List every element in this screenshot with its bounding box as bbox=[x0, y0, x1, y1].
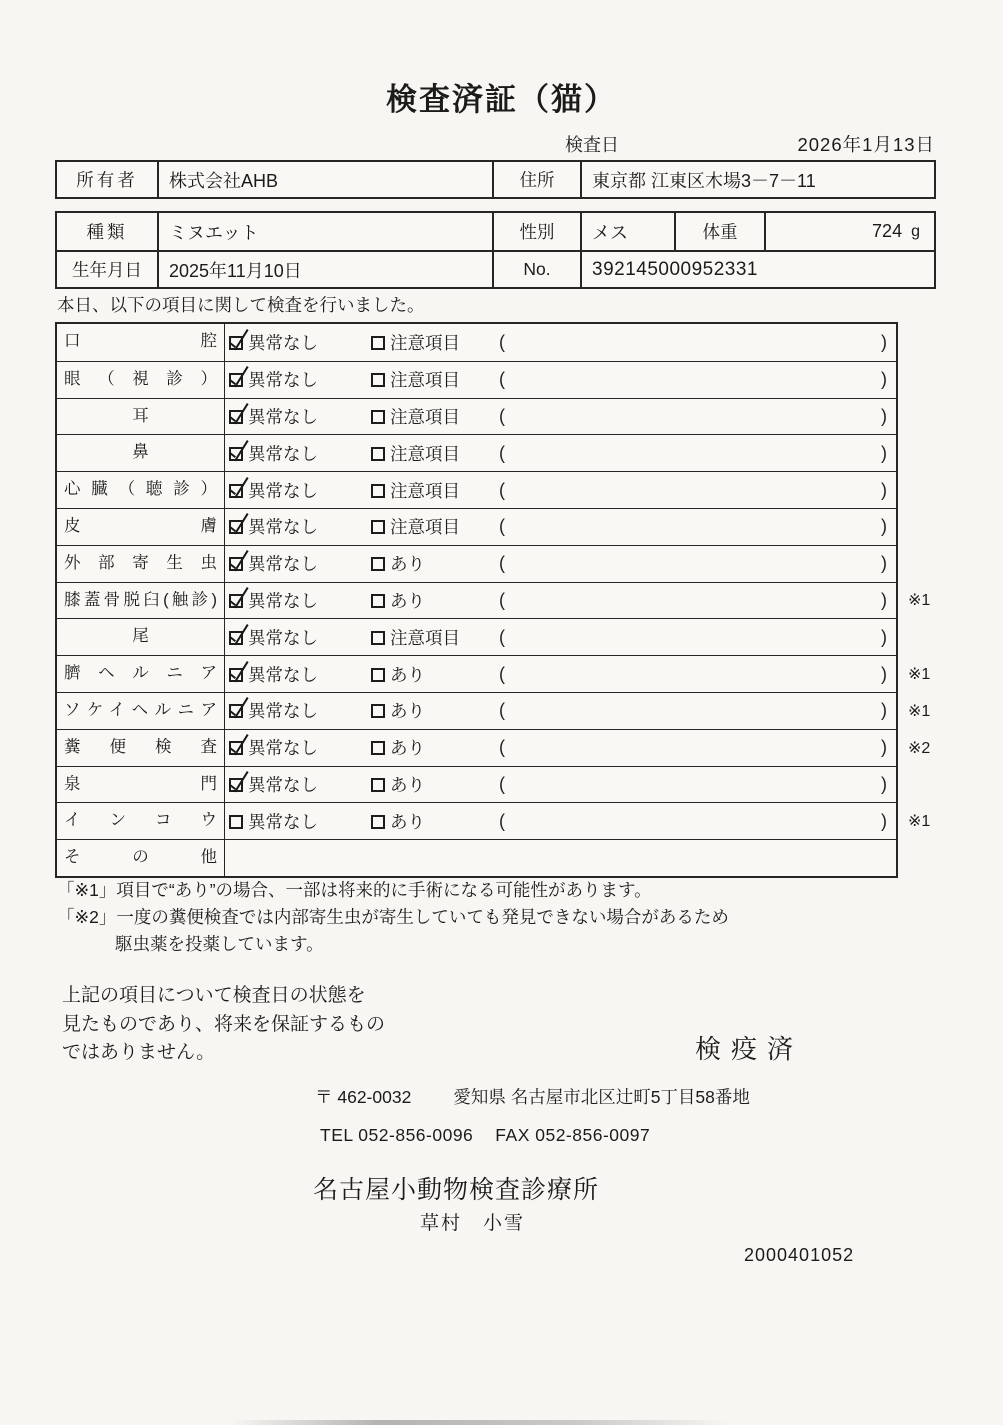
checklist-row bbox=[57, 618, 896, 655]
checklist-row-content bbox=[225, 362, 896, 398]
checklist-item-label: 泉門 bbox=[57, 767, 225, 803]
option-no-abnormality-label: 異常なし bbox=[248, 554, 318, 575]
address-label: 住所 bbox=[492, 162, 580, 197]
option-secondary-label: あり bbox=[390, 811, 425, 832]
option-no-abnormality-label: 異常なし bbox=[248, 370, 318, 391]
option-no-abnormality bbox=[229, 514, 371, 539]
checklist-item-label: インコウ bbox=[57, 803, 225, 839]
option-secondary bbox=[371, 735, 499, 760]
option-secondary-label: あり bbox=[390, 664, 425, 685]
footnote-1: 「※1」項目で“あり”の場合、一部は将来的に手術になる可能性があります。 bbox=[57, 880, 652, 900]
option-no-abnormality bbox=[229, 367, 371, 392]
intro-text: 本日、以下の項目に関して検査を行いました。 bbox=[57, 295, 425, 315]
checklist-row bbox=[57, 692, 931, 729]
checklist-row-content bbox=[225, 693, 896, 729]
paren-close: ) bbox=[881, 369, 887, 390]
checkbox-no-abnormality bbox=[229, 484, 243, 498]
checklist-row-content bbox=[225, 435, 896, 471]
paren-close: ) bbox=[881, 553, 887, 574]
option-secondary-label: あり bbox=[390, 554, 425, 575]
paren-close: ) bbox=[881, 626, 887, 647]
checklist-row-content bbox=[225, 472, 896, 508]
checklist-row bbox=[57, 655, 931, 692]
paren-close: ) bbox=[881, 516, 887, 537]
animal-table bbox=[55, 211, 936, 289]
checklist-row bbox=[57, 839, 896, 876]
option-no-abnormality-label: 異常なし bbox=[248, 811, 318, 832]
checklist-item-label: 眼（視診） bbox=[57, 362, 225, 398]
weight-unit: g bbox=[911, 222, 920, 240]
checkbox-secondary bbox=[371, 484, 385, 498]
option-secondary bbox=[371, 514, 499, 539]
paren-open: ( bbox=[499, 442, 505, 463]
checkbox-no-abnormality bbox=[229, 336, 243, 350]
owner-row bbox=[57, 162, 934, 197]
checkbox-secondary bbox=[371, 815, 385, 829]
option-no-abnormality bbox=[229, 404, 371, 429]
registration-no-label: No. bbox=[492, 252, 580, 287]
checklist-item-label: 外部寄生虫 bbox=[57, 546, 225, 582]
clinic-address: 愛知県 名古屋市北区辻町5丁目58番地 bbox=[453, 1087, 750, 1107]
document-serial: 2000401052 bbox=[744, 1245, 855, 1265]
paren-open: ( bbox=[499, 516, 505, 537]
option-secondary bbox=[371, 551, 499, 576]
checkbox-secondary bbox=[371, 741, 385, 755]
option-no-abnormality bbox=[229, 662, 371, 687]
remarks-parens bbox=[499, 480, 896, 501]
checklist-row bbox=[57, 729, 931, 766]
option-secondary bbox=[371, 330, 499, 355]
quarantine-stamp: 検疫済 bbox=[695, 1034, 804, 1064]
remarks-parens bbox=[499, 664, 896, 685]
clinic-address-row bbox=[315, 1084, 750, 1109]
option-no-abnormality bbox=[229, 551, 371, 576]
weight-value: 724 g bbox=[764, 213, 934, 250]
paren-close: ) bbox=[881, 773, 887, 794]
paren-close: ) bbox=[881, 589, 887, 610]
checkbox-no-abnormality bbox=[229, 668, 243, 682]
paren-open: ( bbox=[499, 479, 505, 500]
checkbox-no-abnormality bbox=[229, 631, 243, 645]
checklist-row-content bbox=[225, 840, 896, 876]
paren-close: ) bbox=[881, 331, 887, 352]
option-no-abnormality-label: 異常なし bbox=[248, 406, 318, 427]
checklist-item-label: 心臓（聴診） bbox=[57, 472, 225, 508]
checklist-row bbox=[57, 324, 896, 361]
remarks-parens bbox=[499, 443, 896, 464]
checkbox-no-abnormality bbox=[229, 594, 243, 608]
checkbox-secondary bbox=[371, 410, 385, 424]
paren-open: ( bbox=[499, 663, 505, 684]
option-no-abnormality bbox=[229, 625, 371, 650]
option-no-abnormality-label: 異常なし bbox=[248, 443, 318, 464]
checklist-row-content bbox=[225, 324, 896, 361]
paren-close: ) bbox=[881, 405, 887, 426]
checklist-row-content bbox=[225, 399, 896, 435]
checklist-item-label: 耳 bbox=[57, 399, 225, 435]
option-secondary-label: あり bbox=[390, 590, 425, 611]
remarks-parens bbox=[499, 811, 896, 832]
checklist-row bbox=[57, 398, 896, 435]
checklist-table bbox=[55, 322, 931, 878]
checkbox-no-abnormality bbox=[229, 373, 243, 387]
remarks-parens bbox=[499, 627, 896, 648]
checklist-row bbox=[57, 508, 896, 545]
paren-open: ( bbox=[499, 773, 505, 794]
checklist-row-content bbox=[225, 509, 896, 545]
paren-close: ) bbox=[881, 663, 887, 684]
disclaimer-text: 上記の項目について検査日の状態を 見たものであり、将来を保証するもの ではありません。 bbox=[62, 985, 386, 1063]
inspection-date-value: 2026年1月13日 bbox=[797, 134, 935, 155]
checkbox-no-abnormality bbox=[229, 815, 243, 829]
option-no-abnormality bbox=[229, 809, 371, 834]
checklist-row-content bbox=[225, 656, 896, 692]
birthdate-value: 2025年11月10日 bbox=[157, 252, 492, 287]
inspection-date-row bbox=[565, 131, 935, 157]
breed-value: ミヌエット bbox=[157, 213, 492, 250]
option-secondary bbox=[371, 698, 499, 723]
checklist-row bbox=[57, 434, 896, 471]
checkbox-no-abnormality bbox=[229, 778, 243, 792]
checklist-row bbox=[57, 582, 931, 619]
footnote-mark: ※1 bbox=[908, 666, 931, 684]
option-no-abnormality-label: 異常なし bbox=[248, 480, 318, 501]
checkbox-no-abnormality bbox=[229, 741, 243, 755]
owner-label: 所有者 bbox=[76, 170, 138, 190]
checkbox-no-abnormality bbox=[229, 520, 243, 534]
checkbox-secondary bbox=[371, 668, 385, 682]
option-secondary-label: 注意項目 bbox=[390, 627, 460, 648]
paren-close: ) bbox=[881, 810, 887, 831]
checklist-row-content bbox=[225, 730, 896, 766]
option-secondary-label: 注意項目 bbox=[390, 480, 460, 501]
checklist-row-content bbox=[225, 619, 896, 655]
inspection-date-label: 検査日 bbox=[565, 135, 619, 155]
option-secondary bbox=[371, 809, 499, 834]
checkbox-no-abnormality bbox=[229, 704, 243, 718]
remarks-parens bbox=[499, 700, 896, 721]
checklist-row bbox=[57, 802, 931, 839]
option-secondary bbox=[371, 441, 499, 466]
checklist-item-label: その他 bbox=[57, 840, 225, 876]
checklist-item-label: 口腔 bbox=[57, 324, 225, 361]
option-secondary bbox=[371, 404, 499, 429]
option-no-abnormality-label: 異常なし bbox=[248, 590, 318, 611]
checklist-row-content bbox=[225, 803, 896, 839]
remarks-parens bbox=[499, 737, 896, 758]
footnote-mark: ※2 bbox=[908, 739, 931, 757]
option-secondary bbox=[371, 478, 499, 503]
option-secondary bbox=[371, 625, 499, 650]
paren-open: ( bbox=[499, 626, 505, 647]
option-secondary-label: あり bbox=[390, 774, 425, 795]
footnote-2-continued: 駆虫薬を投薬しています。 bbox=[115, 934, 324, 954]
option-no-abnormality-label: 異常なし bbox=[248, 738, 318, 759]
footnotes bbox=[57, 877, 729, 958]
breed-label: 種類 bbox=[86, 222, 128, 242]
checkbox-secondary bbox=[371, 704, 385, 718]
checklist-row bbox=[57, 545, 896, 582]
checkbox-secondary bbox=[371, 557, 385, 571]
option-secondary-label: 注意項目 bbox=[390, 517, 460, 538]
checklist-row bbox=[57, 766, 896, 803]
checklist-item-label: 鼻 bbox=[57, 435, 225, 471]
paren-open: ( bbox=[499, 369, 505, 390]
checklist-item-label: 膝蓋骨脱臼(触診) bbox=[57, 583, 225, 619]
option-secondary-label: あり bbox=[390, 738, 425, 759]
paren-close: ) bbox=[881, 442, 887, 463]
checkbox-secondary bbox=[371, 520, 385, 534]
option-secondary-label: あり bbox=[390, 701, 425, 722]
paren-open: ( bbox=[499, 331, 505, 352]
option-secondary bbox=[371, 662, 499, 687]
address-value: 東京都 江東区木場3－7－11 bbox=[580, 162, 934, 197]
checkbox-secondary bbox=[371, 778, 385, 792]
option-no-abnormality bbox=[229, 478, 371, 503]
paren-open: ( bbox=[499, 589, 505, 610]
footnote-2: 「※2」一度の糞便検査では内部寄生虫が寄生していても発見できない場合があるため bbox=[57, 907, 729, 927]
weight-label: 体重 bbox=[674, 213, 764, 250]
examiner-name: 草村 小雪 bbox=[420, 1213, 526, 1234]
checklist-item-label: 皮膚 bbox=[57, 509, 225, 545]
paren-open: ( bbox=[499, 810, 505, 831]
paren-open: ( bbox=[499, 700, 505, 721]
remarks-parens bbox=[499, 774, 896, 795]
remarks-parens bbox=[499, 553, 896, 574]
animal-row-1 bbox=[57, 213, 934, 250]
option-no-abnormality bbox=[229, 441, 371, 466]
checkbox-secondary bbox=[371, 631, 385, 645]
checkbox-no-abnormality bbox=[229, 447, 243, 461]
sex-value: メス bbox=[580, 213, 674, 250]
clinic-tel: TEL 052-856-0096 bbox=[320, 1125, 474, 1145]
paren-open: ( bbox=[499, 737, 505, 758]
birthdate-label: 生年月日 bbox=[72, 260, 142, 280]
remarks-parens bbox=[499, 516, 896, 537]
checklist-item-label: 尾 bbox=[57, 619, 225, 655]
option-no-abnormality-label: 異常なし bbox=[248, 517, 318, 538]
paren-close: ) bbox=[881, 737, 887, 758]
registration-no-value: 392145000952331 bbox=[580, 252, 934, 287]
option-secondary bbox=[371, 772, 499, 797]
option-no-abnormality-label: 異常なし bbox=[248, 332, 318, 353]
paren-open: ( bbox=[499, 553, 505, 574]
footnote-mark: ※1 bbox=[908, 702, 931, 720]
checklist-row-content bbox=[225, 546, 896, 582]
option-no-abnormality bbox=[229, 330, 371, 355]
paren-close: ) bbox=[881, 479, 887, 500]
option-no-abnormality-label: 異常なし bbox=[248, 627, 318, 648]
owner-table bbox=[55, 160, 936, 199]
clinic-name: 名古屋小動物検査診療所 bbox=[313, 1176, 600, 1204]
owner-value: 株式会社AHB bbox=[157, 162, 492, 197]
checklist-row-content bbox=[225, 767, 896, 803]
option-no-abnormality-label: 異常なし bbox=[248, 701, 318, 722]
checklist-item-label: 臍ヘルニア bbox=[57, 656, 225, 692]
remarks-parens bbox=[499, 332, 896, 353]
checkbox-no-abnormality bbox=[229, 557, 243, 571]
checkbox-no-abnormality bbox=[229, 410, 243, 424]
footnote-mark: ※1 bbox=[908, 592, 931, 610]
scan-artifact bbox=[230, 1420, 730, 1425]
paren-open: ( bbox=[499, 405, 505, 426]
footnote-mark: ※1 bbox=[908, 813, 931, 831]
checklist-row bbox=[57, 471, 896, 508]
option-no-abnormality bbox=[229, 588, 371, 613]
checkbox-secondary bbox=[371, 373, 385, 387]
remarks-parens bbox=[499, 369, 896, 390]
option-no-abnormality-label: 異常なし bbox=[248, 664, 318, 685]
option-secondary-label: 注意項目 bbox=[390, 443, 460, 464]
sex-label: 性別 bbox=[492, 213, 580, 250]
option-secondary bbox=[371, 367, 499, 392]
clinic-contact-row bbox=[320, 1125, 650, 1146]
option-secondary-label: 注意項目 bbox=[390, 332, 460, 353]
option-no-abnormality bbox=[229, 735, 371, 760]
option-no-abnormality-label: 異常なし bbox=[248, 774, 318, 795]
checklist-row bbox=[57, 361, 896, 398]
remarks-parens bbox=[499, 590, 896, 611]
checklist-item-label: 糞便検査 bbox=[57, 730, 225, 766]
checklist-row-content bbox=[225, 583, 896, 619]
option-secondary-label: 注意項目 bbox=[390, 370, 460, 391]
remarks-parens bbox=[499, 406, 896, 427]
animal-row-2 bbox=[57, 250, 934, 287]
clinic-postal-code: 〒 462-0032 bbox=[315, 1087, 412, 1107]
option-no-abnormality bbox=[229, 772, 371, 797]
page-title: 検査済証（猫） bbox=[386, 82, 617, 117]
checkbox-secondary bbox=[371, 336, 385, 350]
option-secondary-label: 注意項目 bbox=[390, 406, 460, 427]
option-secondary bbox=[371, 588, 499, 613]
checkbox-secondary bbox=[371, 594, 385, 608]
paren-close: ) bbox=[881, 700, 887, 721]
checklist-item-label: ソケイヘルニア bbox=[57, 693, 225, 729]
option-no-abnormality bbox=[229, 698, 371, 723]
checkbox-secondary bbox=[371, 447, 385, 461]
clinic-fax: FAX 052-856-0097 bbox=[495, 1125, 651, 1145]
